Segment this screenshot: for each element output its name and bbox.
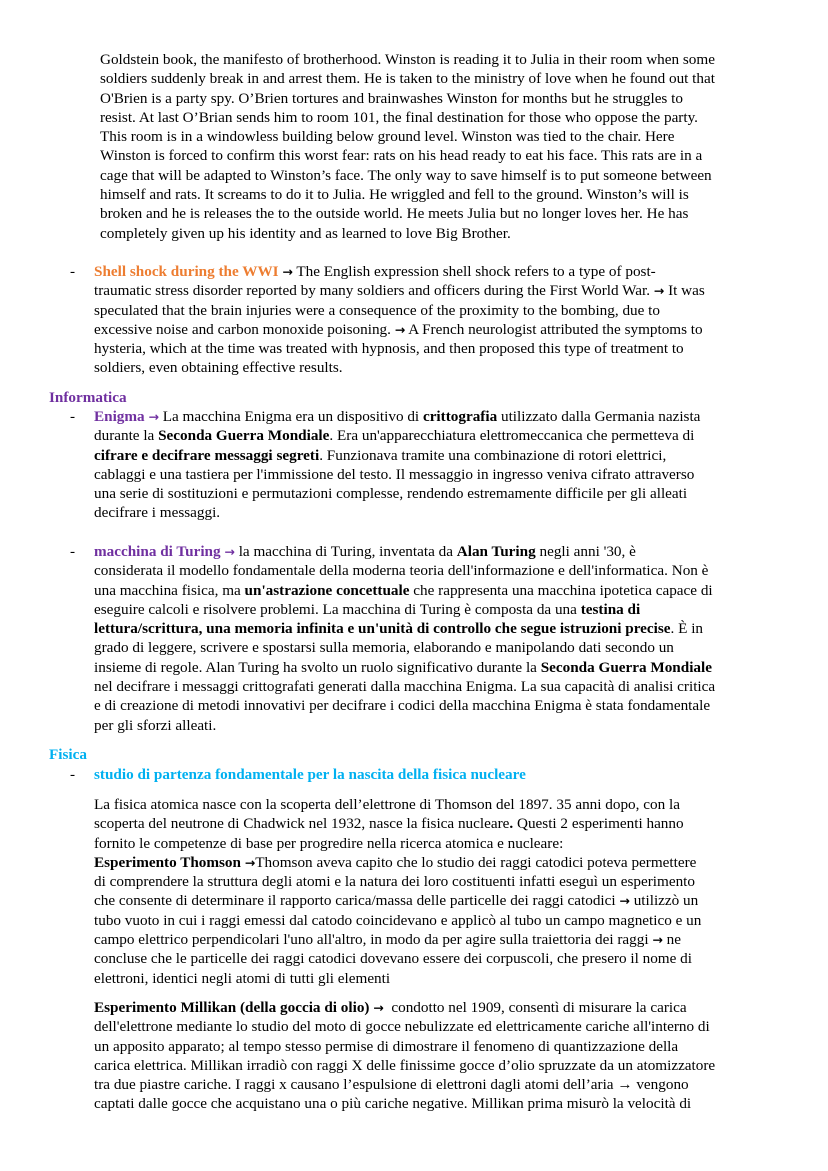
enigma-text: utilizzato dalla Germania nazista [500,408,701,425]
turing-text: nel decifrare i messaggi crittografati generati dalla macchina Enigma. La sua capacità di analisi critica [94,678,716,696]
millikan-paragraph [94,998,784,1114]
fisica-subtitle-text: studio di partenza fondamentale per la nascita della fisica nucleare [94,766,526,783]
millikan-text: carica elettrica. Millikan irradiò con raggi X delle finissime gocce d’olio spruzzate da un atomizzatore [94,1056,716,1074]
turing-text: . È in [670,620,704,638]
summary-line: O'Brien is a party spy. O’Brien tortures and brainwashes Winston for months but he struggles to [100,89,683,107]
summary-line: broken and he is releases the to the outside world. He meets Julia but no longer loves her. He has [100,205,689,223]
thomson-title: Esperimento Thomson [94,853,241,871]
shell-shock-title: Shell shock during the WWI [94,263,279,280]
summary-line: Goldstein book, the manifesto of brotherhood. Winston is reading it to Julia in their room when some [100,51,715,68]
thomson-text: Thomson aveva capito che lo studio dei raggi catodici poteva permettere [255,853,697,871]
enigma-title: Enigma [94,408,145,425]
turing-bold: testina di [580,600,641,618]
shell-shock-text: The English expression shell shock refers to a type of post- [296,263,656,280]
thomson-text: che consente di determinare il rapporto carica/massa delle particelle dei raggi catodici [94,892,616,910]
enigma-text: . Era un'apparecchiatura elettromeccanica che permetteva di [329,427,695,445]
turing-text: che rappresenta una macchina ipotetica capace di [413,581,713,599]
shell-shock-text: hysteria, which at the time was treated with hypnosis, and then proposed this type of treatment to [94,340,684,358]
enigma-text: decifrare i messaggi. [94,504,221,522]
turing-text: negli anni '30, è [539,543,636,560]
thomson-text: utilizzò un [633,892,699,910]
bullet-dash: - [70,408,76,425]
section-heading-informatica: Informatica [49,389,127,406]
thomson-text: di comprendere la struttura degli atomi e la natura dei loro costituenti infatti eseguì un esperimento [94,873,695,891]
enigma-text: una serie di sostituzioni e permutazioni complesse, rendendo estremamente difficile per gli alleati [94,485,688,503]
arrow-icon: → [244,854,256,870]
enigma-text: cablaggi e una tastiera per l'immissione del testo. Il messaggio in ingresso veniva cifrato attraverso [94,465,695,483]
fisica-text: scoperta del neutrone di Chadwick nel 1932, nasce la fisica nucleare [94,815,510,833]
arrow-icon: → [619,893,630,909]
summary-line: cage that will be adapted to Winston’s face. The only way to save himself is to put someone between [100,166,712,184]
millikan-text: captati dalle gocce che acquistano una o più cariche negative. Millikan prima misurò la velocità di [94,1095,692,1113]
turing-text: considerata il modello fondamentale della moderna teoria dell'informazione e dell'informatica. Non è [94,562,709,580]
arrow-icon: → [394,321,406,337]
shell-shock-text: It was [668,282,705,300]
arrow-icon: → [653,283,665,299]
enigma-text: . Funzionava tramite una combinazione di rotori elettrici, [319,446,667,464]
fisica-intro-paragraph [94,795,784,988]
turing-text: eseguire calcoli e risolvere problemi. La macchina di Turing è composta da una [94,600,577,618]
bullet-dash: - [70,543,76,560]
arrow-icon: → [373,1000,384,1015]
shell-shock-text: soldiers, even obtaining effective results. [94,359,343,377]
summary-line: Winston is forced to confirm this worst fear: rats on his head ready to eat his face. This rats are in a [100,147,703,165]
turing-item [94,542,784,735]
turing-bold: Seconda Guerra Mondiale [540,658,712,676]
arrow-icon: → [224,544,235,559]
shell-shock-text: speculated that the brain injuries were a consequence of the proximity to the bombing, due to [94,301,660,319]
enigma-bold: Seconda Guerra Mondiale [158,427,330,445]
arrow-icon: → [148,409,159,424]
millikan-text: un apposito apparato; al tempo stesso permise di dimostrare il fenomeno di quantizzazione della [94,1037,679,1055]
bullet-dash: - [70,766,76,783]
millikan-text: dell'elettrone mediante lo studio del moto di gocce nebulizzate ed elettricamente cariche all'interno di [94,1018,710,1036]
turing-title: macchina di Turing [94,543,221,560]
turing-text: insieme di regole. Alan Turing ha svolto un ruolo significativo durante la [94,658,537,676]
thomson-text: campo elettrico perpendicolari l'uno all'altro, in modo da per agire sulla traiettoria dei raggi [94,931,649,949]
enigma-text: La macchina Enigma era un dispositivo di [162,408,420,425]
turing-text: grado di leggere, scrivere e spostarsi sulla memoria, elaborando e manipolando dati secondo un [94,639,674,657]
shell-shock-text: A French neurologist attributed the symptoms to [408,320,703,338]
thomson-text: ne [666,931,681,949]
fisica-bold: . [509,815,514,833]
turing-bold: un'astrazione concettuale [244,581,410,599]
section-heading-fisica: Fisica [49,746,87,763]
turing-text: e di creazione di metodi innovativi per decifrare i codici della macchina Enigma è stata fondamentale [94,697,711,715]
fisica-subtitle [94,765,526,784]
arrow-icon: → [282,264,293,279]
thomson-text: concluse che le particelle dei raggi catodici dovevano essere dei corpuscoli, che presero il nome di [94,950,692,968]
summary-line: completely given up his identity and as learned to love Big Brother. [100,224,511,242]
enigma-item [94,407,784,523]
shell-shock-text: excessive noise and carbon monoxide poisoning. [94,320,391,338]
summary-line: soldiers suddenly break in and arrest them. He is taken to the ministry of love when he found out that [100,70,715,88]
summary-line: himself and rats. It screams to do it to Julia. He wriggled and fell to the ground. Winston’s will is [100,186,689,204]
enigma-bold: cifrare e decifrare messaggi segreti [94,446,320,464]
orwell-summary-paragraph [100,50,790,243]
turing-bold: lettura/scrittura, una memoria infinita e un'unità di controllo che segue istruzioni precise [94,620,671,638]
arrow-icon: → [652,932,663,948]
millikan-title: Esperimento Millikan (della goccia di olio) [94,999,370,1016]
fisica-text: fornito le competenze di base per progredire nella ricerca atomica e nucleare: [94,834,564,852]
thomson-text: tubo vuoto in cui i raggi emessi dal catodo coincidevano e applicò al tubo un campo magnetico e un [94,911,702,929]
thomson-text: elettroni, identici negli atomi di tutti gli elementi [94,969,391,987]
fisica-text: Questi 2 esperimenti hanno [513,815,684,833]
shell-shock-text: traumatic stress disorder reported by many soldiers and officers during the First World War. [94,282,650,300]
summary-line: This room is in a windowless building below ground level. Winston was tied to the chair. Here [100,128,675,146]
shell-shock-item [94,262,784,378]
turing-text: per gli sforzi alleati. [94,716,217,734]
turing-bold: Alan Turing [456,543,536,560]
fisica-text: La fisica atomica nasce con la scoperta dell’elettrone di Thomson del 1897. 35 anni dopo, con la [94,796,680,813]
summary-line: resist. At last O’Brian sends him to room 101, the final destination for those who oppose the party. [100,108,698,126]
enigma-bold: crittografia [422,408,498,425]
millikan-text: tra due piastre cariche. I raggi x causano l’espulsione di elettroni dagli atomi dell’aria → vengono [94,1076,689,1094]
enigma-text: durante la [94,427,155,445]
bullet-dash: - [70,263,76,280]
turing-text: la macchina di Turing, inventata da [238,543,453,560]
millikan-text: condotto nel 1909, consentì di misurare la carica [391,999,687,1016]
turing-text: una macchina fisica, ma [94,581,241,599]
